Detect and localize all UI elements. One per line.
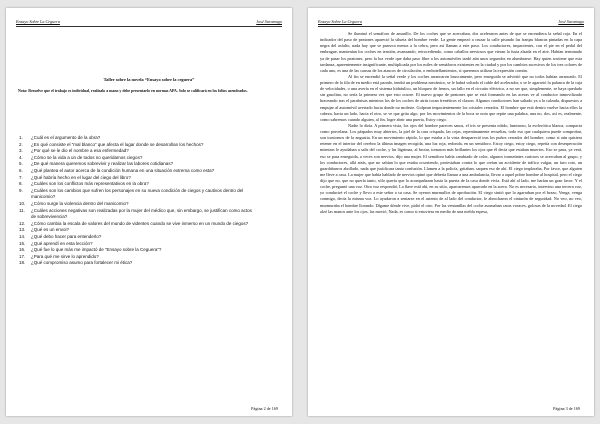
question-text: ¿Qué fue lo que más me impactó de “Ensayo sobre la Ceguera”?: [31, 247, 162, 253]
worksheet-note: Nota: Resuelve que el trabajo es individual, realízalo a mano y debe presentarlo en normas APA. Solo se calificará en los folios asendrados.: [18, 89, 248, 93]
question-item: [19, 221, 252, 228]
header-author: José Saramago: [558, 19, 584, 24]
page-footer: Página 3 de 169: [553, 406, 580, 411]
question-number: 12.: [19, 220, 26, 226]
question-number: 8.: [19, 181, 23, 187]
left-page: [6, 8, 292, 416]
question-number: 11.: [19, 207, 25, 213]
question-number: 9.: [19, 187, 23, 193]
question-number: 17.: [19, 253, 26, 259]
question-number: 4.: [19, 154, 23, 160]
header-book-title: Ensayo Sobre La Ceguera: [16, 19, 60, 24]
question-number: 1.: [19, 135, 23, 140]
question-number: 3.: [19, 148, 23, 154]
paragraph: Se iluminó el semáforo de amarillo. De los coches que se acercaban, dos aceleraron antes de que se encendiera la señal roja. En el indicador del paso de peatones apareció la silueta del hombre verde. La gente empezó a cruzar la calle pisando las franjas blancas pintadas en la capa negra del asfalto, nada hay que se parezca menos a la cebra, pero así llaman a este paso. Los conductores, impacientes, con el pie en el pedal del embrague, mantenían los coches en tensión, avanzando, retrocediendo, como caballos nerviosos que vieran la fusta alzada en el aire. Habían terminado ya de pasar los peatones, pero la luz verde que daba paso libre a los automóviles tardó aún unos segundos en alumbrarse. Hay quien sostiene que esta tardanza, aparentemente insignificante, multiplicada por los miles de semáforos existentes en la ciudad y por los cambios sucesivos de los tres colores de cada uno, es una de las causas de los atascos de circulación, o embotellamientos, si queremos utilizar la expresión común.: [320, 31, 582, 73]
question-number: 18.: [19, 260, 26, 266]
question-item: [19, 188, 252, 201]
question-item: [19, 135, 252, 142]
question-text: ¿Cómo cambia la escala de valores del mundo de videntes cuando se vive inmerso en un mundo de ciegos?: [31, 220, 249, 226]
question-list: [19, 135, 252, 267]
paragraph: Al fin se encendió la señal verde y los coches arrancaron bruscamente, pero enseguida se advirtió que no todos habían arrancado. El primero de la fila de en medio está parado, tendrá un problema mecánico, se le habrá soltado el cable del acelerador, o se le agarrotó la palanca de la caja de velocidades, o una avería en el sistema hidráulico, un bloqueo de frenos, un fallo en el circuito eléctrico, a no ser que, simplemente, se haya quedado sin gasolina, no sería la primera vez que esto ocurre. El nuevo grupo de peatones que se está formando en las aceras ve al conductor inmovilizado braceando tras el parabrisas mientras los de los coches de atrás tocan frenéticos el claxon. Algunos conductores han saltado ya a la calzada, dispuestos a empujar al automóvil averiado hacia donde no moleste. Golpean impacientemente los cristales cerrados. El hombre que está dentro vuelve hacia ellos la cabeza, hacia un lado, hacia el otro, se ve que grita algo, por los movimientos de la boca se nota que repite una palabra, una no, dos, así es, realmente, como sabremos cuando alguien, al fin, logre abrir una puerta, Estoy ciego.: [320, 73, 582, 122]
question-item: [19, 155, 252, 162]
question-text: ¿Qué habría hecho en el lugar del ciego del libro?: [31, 174, 131, 180]
question-item: [19, 234, 252, 241]
question-text: ¿Cómo se la vida a un de todos no queridamos ciegos?: [31, 154, 143, 160]
question-text: ¿Cómo surge la violencia dentro del manicomio?: [31, 200, 129, 206]
question-item: [19, 148, 252, 155]
question-item: [19, 161, 252, 168]
question-text: ¿Cuáles son los cambios que sufren los personajes en su nueva condición de ciegos y cautivos dentro del manicomio?: [31, 187, 244, 200]
question-number: 13.: [19, 227, 26, 233]
question-text: ¿Qué plantea el autor acerca de la condición humana en una situación extrema como esta?: [31, 167, 215, 173]
question-number: 7.: [19, 174, 23, 180]
worksheet-title: Taller sobre la novela “Ensayo sobre la ceguera”: [103, 77, 195, 82]
page-header: [16, 18, 282, 27]
page-footer: Página 2 de 169: [251, 406, 278, 411]
right-page: [308, 8, 594, 416]
question-text: ¿Qué es un envoi?: [31, 227, 70, 233]
question-item: [19, 201, 252, 208]
question-item: [19, 181, 252, 188]
header-author: José Saramago: [256, 19, 282, 24]
page-header: [318, 18, 584, 27]
question-item: [19, 168, 252, 175]
header-book-title: Ensayo Sobre La Ceguera: [318, 19, 362, 24]
paragraph: Nadie lo diría. A primera vista, los ojos del hombre parecen sanos, el iris se presenta nítido, luminoso, la esclerótica blanca, compacta como porcelana. Los párpados muy abiertos, la piel de la cara crispada, las cejas, repentinamente revueltas, todo eso que cualquiera puede comprobar, son trastornos de la angustia. En un movimiento rápido, lo que estaba a la vista desapareció tras los puños cerrados del hombre, como si aún quisiera retener en el interior del cerebro la última imagen recogida, una luz roja, redonda, en un semáforo. Estoy ciego, estoy ciego, repetía con desesperación mientras le ayudaban a salir del coche, y las lágrimas, al brotar, tornaron más brillantes los ojos que él decía que estaban muertos. Eso se pasa, ya verá, eso se pasa enseguida, a veces son nervios, dijo una mujer. El semáforo había cambiado de color, algunos transeúntes curiosos se acercaban al grupo, y los conductores, allá atrás, que no sabían lo que estaba ocurriendo, protestaban contra lo que creían un accidente de tráfico vulgar, un faro roto, un guardabarros abollado, nada que justificara tanta confusión. Llamen a la policía, gritaban, saquen eso de ahí. El ciego imploraba, Por favor, que alguien me lleve a casa. La mujer que había hablado de nervios opinó que debería llamar a una ambulancia, llevar a aquel pobre hombre al hospital, pero el ciego dijo que no, que no quería tanto, sólo quería que lo acompañaran hasta la puerta de la casa donde vivía. Está ahí al lado, me harían un gran favor. Y el coche, preguntó una voz. Otra voz respondió, La llave está ahí, en su sitio, aparcaremos aparcado en la acera. No es necesario, intervino una tercera voz, yo conduciré el coche y llevo a este señor a su casa. Se oyeron murmullos de aprobación. El ciego sintió que lo agarraban por el brazo, Venga, venga conmigo, decía la misma voz. Lo ayudaron a sentarse en el asiento de al lado del conductor, le abrocharon el cinturón de seguridad. No veo, no veo, murmuraba el hombre llorando. Dígame dónde vive, pidió el otro. Por las ventanillas del coche asomaban caras voraces, golosas de la novedad. El ciego alzó las manos ante los ojos, las movió, Nada, es como si estuviera en medio de una niebla espesa,: [320, 122, 582, 214]
question-item: [19, 254, 252, 261]
question-text: ¿Cuál es el argumento de la obra?: [31, 135, 101, 140]
question-item: [19, 227, 252, 234]
question-number: 14.: [19, 233, 26, 239]
question-item: [19, 175, 252, 182]
question-text: ¿Qué compromiso asumo para fortalecer mi ética?: [31, 260, 133, 266]
question-item: [19, 241, 252, 248]
question-item: [19, 208, 252, 221]
question-text: ¿En qué consiste el “mal blanco” que afecta el lugar donde se desarrollan los hechos?: [31, 141, 204, 147]
question-number: 16.: [19, 247, 26, 253]
question-text: ¿Cuáles acciones negativas son realizadas por la mujer del médico que, sin embargo, se justifican como actos de sobrevivencia?: [31, 207, 252, 220]
question-number: 5.: [19, 161, 23, 167]
question-item: [19, 247, 252, 254]
novel-text: [320, 31, 582, 400]
question-text: ¿Para qué me sirve lo aprendido?: [31, 253, 99, 259]
question-text: ¿Qué aprendí en esta lección?: [31, 240, 93, 246]
question-number: 6.: [19, 167, 23, 173]
question-number: 2.: [19, 141, 23, 147]
question-number: 15.: [19, 240, 26, 246]
question-text: ¿Cuáles son los conflictos más representativos en la obra?: [31, 181, 149, 187]
question-text: ¿Por qué se le dio el nombre a esa enfermedad?: [31, 148, 129, 154]
question-item: [19, 142, 252, 149]
question-item: [19, 260, 252, 267]
question-text: ¿De qué manera queremos sobrevivir y realizar las labores cotidianas?: [31, 161, 174, 167]
question-text: ¿Qué debo hacer para entenderlo?: [31, 233, 102, 239]
question-number: 10.: [19, 200, 26, 206]
